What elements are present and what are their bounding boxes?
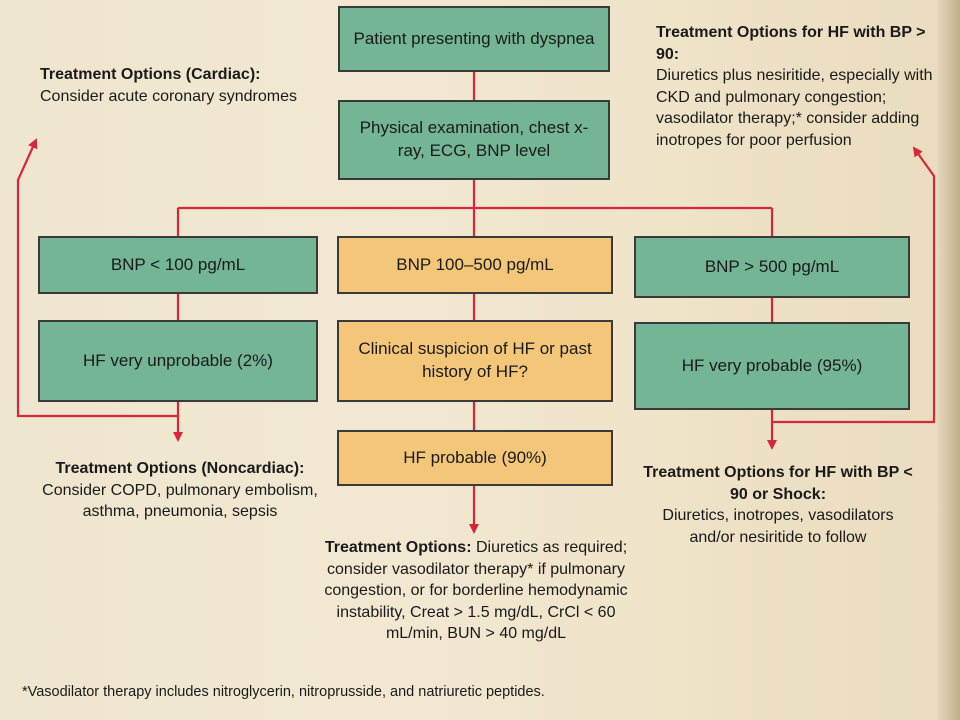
box-hf-very-probable: [634, 322, 910, 410]
box-bnp-mid-label: BNP 100–500 pg/mL: [396, 254, 554, 274]
note-hf-bp-low-body: Diuretics, inotropes, vasodilators and/or nesiritide to follow: [662, 507, 894, 546]
box-patient-presenting-label: Patient presenting with dyspnea: [353, 28, 595, 48]
footnote: *Vasodilator therapy includes nitroglycerin, nitroprusside, and natriuretic peptides.: [22, 684, 545, 700]
box-physical-exam: [338, 100, 610, 180]
note-noncardiac: [38, 458, 322, 523]
note-cardiac-body: Consider acute coronary syndromes: [40, 87, 298, 105]
note-noncardiac-body: Consider COPD, pulmonary embolism, asthma, pneumonia, sepsis: [42, 481, 318, 521]
box-bnp-low: [38, 236, 318, 294]
note-general-body: Diuretics as required; consider vasodilator therapy* if pulmonary congestion, or for borderline hemodynamic instability, Creat > 1.5 mg/dL, CrCl < 60 mL/min, BUN > 40 mg/dL: [324, 539, 628, 643]
box-hf-unprobable: [38, 320, 318, 402]
note-hf-bp-low-heading: Treatment Options for HF with BP < 90 or Shock:: [643, 464, 913, 503]
box-patient-presenting: [338, 6, 610, 72]
note-hf-bp-high-body: Diuretics plus nesiritide, especially with CKD and pulmonary congestion; vasodilator therapy;* consider adding inotropes for poor perfusion: [656, 67, 933, 149]
note-hf-bp-high: [656, 22, 938, 152]
box-hf-probable: [337, 430, 613, 486]
box-clinical-suspicion-label: Clinical suspicion of HF or past history of HF?: [358, 339, 592, 381]
note-general-heading: Treatment Options:: [324, 539, 472, 556]
box-hf-probable-label: HF probable (90%): [403, 447, 547, 467]
note-cardiac: [40, 64, 300, 107]
box-hf-very-probable-label: HF very probable (95%): [681, 355, 863, 375]
box-hf-unprobable-label: HF very unprobable (2%): [83, 350, 273, 370]
box-clinical-suspicion: [337, 320, 613, 402]
note-hf-bp-low: [640, 462, 916, 548]
box-bnp-mid: [337, 236, 613, 294]
box-bnp-low-label: BNP < 100 pg/mL: [110, 254, 246, 274]
note-general-options: [306, 537, 646, 645]
box-physical-exam-label: Physical examination, chest x-ray, ECG, BNP level: [359, 118, 589, 160]
box-bnp-high: [634, 236, 910, 298]
note-noncardiac-heading: Treatment Options (Noncardiac):: [55, 460, 305, 477]
note-cardiac-heading: Treatment Options (Cardiac):: [40, 66, 261, 83]
note-hf-bp-high-heading: Treatment Options for HF with BP > 90:: [656, 24, 926, 63]
box-bnp-high-label: BNP > 500 pg/mL: [704, 256, 840, 276]
